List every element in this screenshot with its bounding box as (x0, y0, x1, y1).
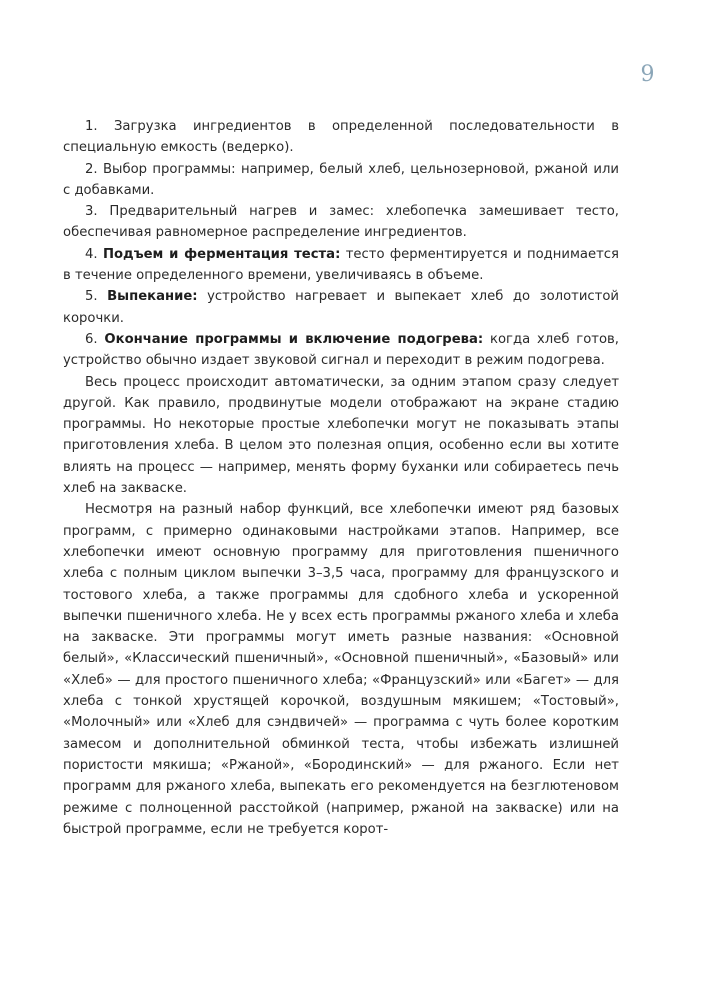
step-title: Подъем и ферментация теста: (102, 246, 341, 262)
step-text: Загрузка ингредиентов в определенной последовательности в специальную емкость (ведерко). (63, 119, 619, 156)
step-text: Выбор программы: например, белый хлеб, цельнозерновой, ржаной или с добавками. (63, 161, 619, 198)
step-number: 6. (85, 331, 98, 347)
step-number: 1. (85, 119, 98, 134)
step-number: 5. (85, 289, 98, 305)
step-number: 2. (85, 161, 98, 177)
page-number: 9 (640, 62, 655, 87)
step-number: 3. (85, 204, 98, 220)
step-4 (63, 244, 619, 287)
step-text: устройство нагревает и выпекает хлеб до золотистой корочки. (63, 289, 619, 326)
step-6 (63, 329, 619, 372)
paragraph-process: Весь процесс происходит автоматически, за одним этапом сразу следует другой. Как правило, продвинутые модели отображают на экране стадию программы. Но некоторые простые хлебопечки могут не показывать этапы приготовления хлеба. В целом это полезная опция, особенно если вы хотите влиять на процесс — например, менять форму буханки или собираетесь печь хлеб на закваске. (63, 374, 619, 497)
step-title: Выпекание: (107, 289, 198, 305)
step-text: Предварительный нагрев и замес: хлебопечка замешивает тесто, обеспечивая равномерное распределение ингредиентов. (63, 204, 619, 241)
paragraph-programs: Несмотря на разный набор функций, все хлебопечки имеют ряд базовых программ, с примерно одинаковыми настройками этапов. Например, все хлебопечки имеют основную программу для приготовления пшеничного хлеба с полным циклом выпечки 3–3,5 часа, программу для французского и тостового хлеба, а также программы для сдобного хлеба и ускоренной выпечки пшеничного хлеба. Не у всех есть программы ржаного хлеба и хлеба на закваске. Эти программы могут иметь разные названия: «Основной белый», «Классический пшеничный», «Основной пшеничный», «Базовый» или «Хлеб» — для простого пшеничного хлеба; «Французский» или «Багет» — для хлеба с тонкой хрустящей корочкой, воздушным мякишем; «Тостовый», «Молочный» или «Хлеб для сэндвичей» — программа с чуть более коротким замесом и дополнительной обминкой теста, чтобы избежать излишней пористости мякиша; «Ржаной», «Бородинский» — для ржаного. Если нет программ для ржаного хлеба, выпекать его рекомендуется на безглютеновом режиме с полноценной расстойкой (например, ржаной на закваске) или на быстрой программе, если не требуется корот- (63, 502, 619, 837)
step-1 (63, 116, 619, 159)
step-2 (63, 159, 619, 202)
step-5 (63, 286, 619, 329)
step-text: когда хлеб готов, устройство обычно издает звуковой сигнал и переходит в режим подогрева. (63, 331, 619, 369)
step-number: 4. (85, 246, 98, 262)
step-text: тесто ферментируется и поднимается в течение определенного времени, увеличиваясь в объеме. (63, 246, 619, 284)
step-3 (63, 201, 619, 244)
step-title: Окончание программы и включение подогрева: (104, 331, 484, 347)
body-text (63, 116, 619, 840)
